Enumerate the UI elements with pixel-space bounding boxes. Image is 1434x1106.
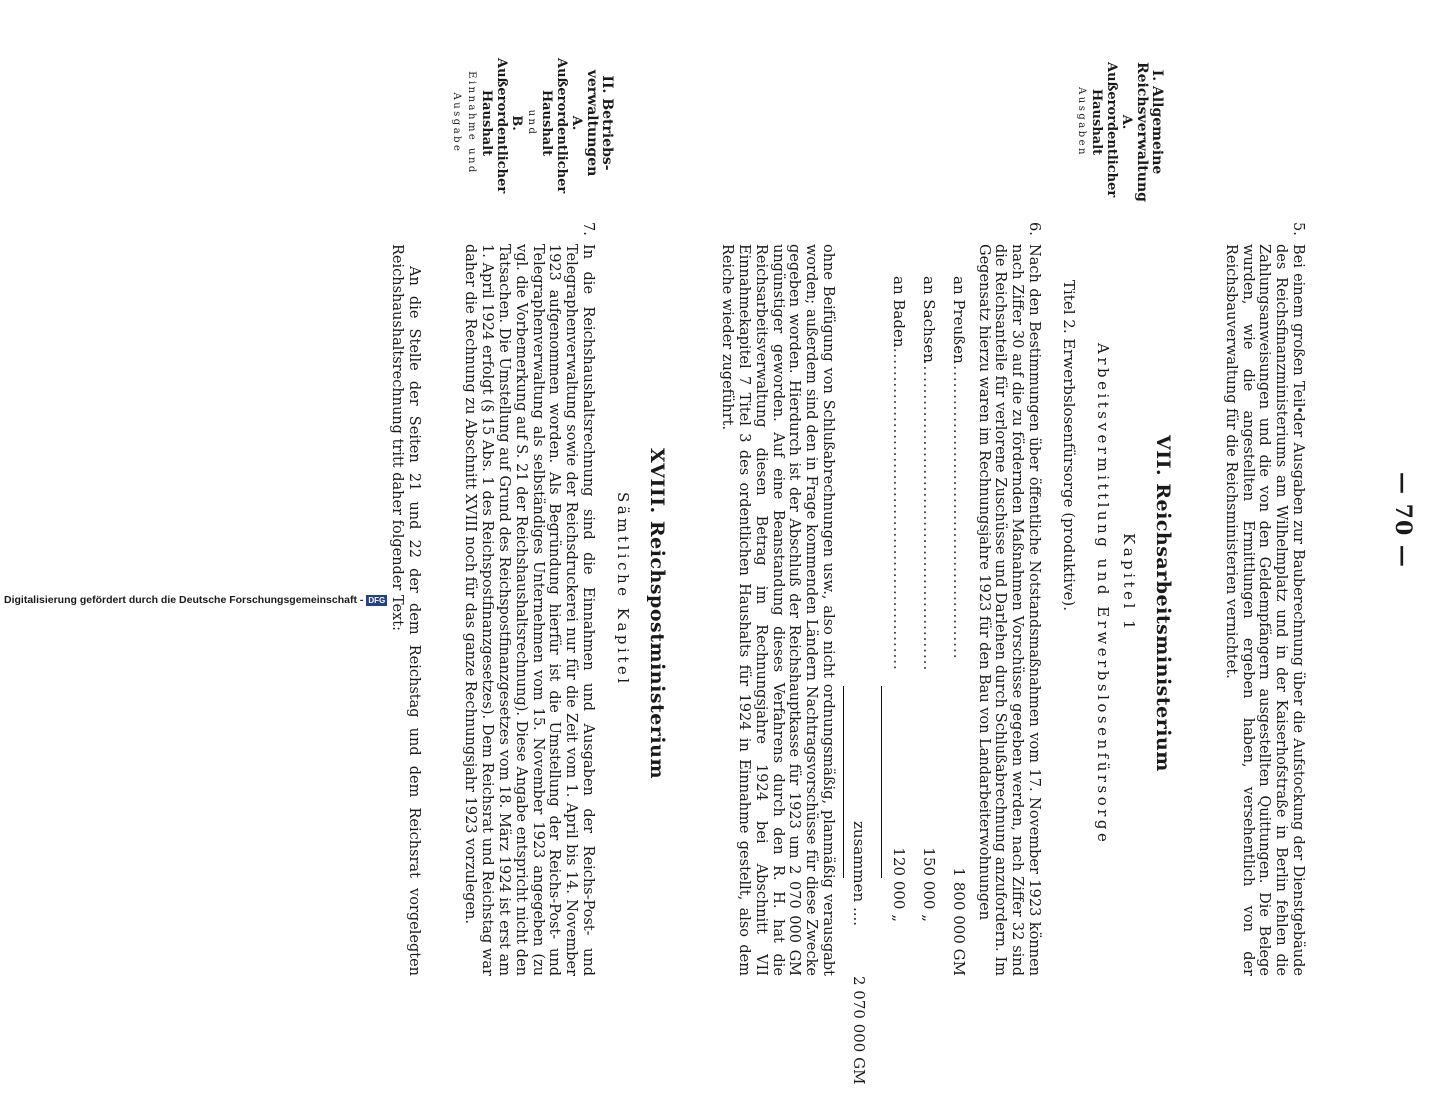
margin-subheading: Haushalt (479, 89, 494, 157)
allocation-amount: 120 000 „ (890, 847, 908, 922)
item-number: 5. (1290, 222, 1306, 236)
section-heading-xviii: XVIII. Reichspostministerium (646, 448, 668, 780)
kapitel-subtitle: Arbeitsvermittlung und Erwerbslosenfürsorge (1094, 343, 1112, 846)
kapitel-heading: Kapitel 1 (1120, 533, 1138, 634)
section-heading-vii: VII. Reichsarbeitsministerium (1152, 435, 1174, 772)
margin-note-allgemeine-reichsverwaltung (1074, 62, 1165, 202)
paragraph-item-6: Nach den Bestimmungen über öffentliche Notstandsmaßnahmen vom 17. November 1923 können nach Ziffer 30 auf die zu fördernden Maßnahmen Vorschüsse gegeben werden, nach Ziffer 32 sind die Reichsanteile für verlorene Zuschüsse und Darlehen durch Schlußabrechnung anzufordern. Im Gegensatz hierzu waren im Rechnungsjahre 1923 für den Bau von Landarbeiterwohnungen (975, 244, 1042, 976)
page-number: — 70 — (1390, 472, 1416, 568)
allocation-row-sachsen (918, 276, 938, 976)
total-label: zusammen .... (850, 821, 868, 927)
total-rule (843, 686, 844, 878)
margin-heading: I. Allgemeine (1149, 69, 1165, 175)
allocation-row-baden (888, 276, 908, 976)
credit-text: Digitalisierung gefördert durch die Deutsche Forschungsgemeinschaft - (4, 594, 364, 606)
margin-subheading: Haushalt (1089, 88, 1104, 156)
total-amount: 2 070 000 GM (850, 976, 868, 1085)
item-number: 6. (1026, 222, 1042, 236)
margin-caption: Ausgabe (451, 92, 462, 154)
margin-caption: Einnahme und (466, 71, 477, 175)
allocation-amount: 1 800 000 GM (950, 867, 968, 976)
leader-dots: ....................................................... (920, 354, 938, 672)
margin-subheading: Haushalt (539, 89, 554, 157)
margin-subheading: A. Außerordentlicher (554, 58, 584, 194)
margin-subheading: A. Außerordentlicher (1104, 62, 1134, 198)
margin-caption: und (526, 109, 537, 137)
sum-rule (881, 686, 882, 878)
leader-dots: ...................................................... (950, 348, 968, 660)
margin-note-betriebsverwaltungen (449, 58, 615, 194)
paragraph-item-7-continued: An die Stelle der Seiten 21 und 22 der dem Reichstag und dem Reichsrat vorgelegten Reichshaushaltsrechnung tritt daher folgender Text: (389, 244, 422, 976)
allocation-amount: 150 000 „ (920, 847, 938, 922)
allocation-row-preussen (948, 276, 968, 976)
allocation-total (848, 276, 868, 1085)
margin-caption: Ausgaben (1076, 87, 1087, 157)
digitization-credit (4, 594, 387, 606)
margin-heading: Reichsverwaltung (1134, 62, 1150, 202)
titel-heading: Titel 2. Erwerbslosenfürsorge (produktive). (1060, 280, 1078, 612)
paragraph-item-5: Bei einem großen Teil der Ausgaben zur Bauberechnung über die Aufstockung der Dienstgebäude des Reichsfinanzministeriums am Wilhelmplatz und in der Kaiserhofstraße in Berlin fehlen die Zahlungsanweisungen und die von den Geldempfängern ausgestellten Quittungen. Die Belege wurden, wie die angestellten Ermittlungen ergeben haben, versehentlich von der Reichsbauverwaltung für die Reichsministerien vernichtet. (1222, 244, 1306, 976)
dfg-logo: DFG (368, 596, 386, 605)
margin-heading: verwaltungen (584, 69, 600, 177)
allocation-label: an Sachsen (920, 276, 938, 363)
leader-dots: ......................................................... (890, 342, 908, 671)
item-number: 7. (580, 222, 596, 236)
margin-heading: II. Betriebs- (599, 75, 615, 171)
paragraph-item-6-continued: ohne Beifügung von Schlußabrechnungen usw., also nicht ordnungsmäßig, planmäßig verausgabt worden; außerdem sind den in Frage kommenden Ländern Nachtragsvorschüsse für diese Zwecke gegeben worden. Hierdurch ist der Abschluß der Reichshauptkasse für 1923 um 2 070 000 GM ungünstiger geworden. Auf eine Beanstandung dieses Verfahrens durch den R. H. hat die Reichsarbeitsverwaltung diesen Betrag im Rechnungsjahre 1924 bei Abschnitt VII Einnahmekapitel 7 Titel 3 des ordentlichen Haushalts für 1924 in Einnahme gestellt, also dem Reiche wieder zugeführt. (719, 244, 836, 976)
margin-subheading: B. Außerordentlicher (494, 58, 524, 194)
allocation-label: an Baden (890, 276, 908, 348)
allocation-label: an Preußen (950, 276, 968, 364)
paragraph-item-7: In die Reichshaushaltsrechnung sind die Einnahmen und Ausgaben der Reichs-Post- und Telegraphenverwaltung sowie der Reichsdruckerei nur für die Zeit vom 1. April bis 14. November 1923 aufgenommen worden. Als Begründung hierfür ist die Umstellung der Reichs-Post- und Telegraphenverwaltung als selbständiges Unternehmen vom 15. November 1923 angegeben (zu vgl. die Vorbemerkung auf S. 21 der Reichshaushaltsrechnung). Diese Angabe entspricht nicht den Tatsachen. Die Umstellung auf Grund des Reichspostfinanzgesetzes vom 18. März 1924 ist erst am 1. April 1924 erfolgt (§ 15 Abs. 1 des Reichspostfinanzgesetzes). Dem Reichsrat und Reichstag war daher die Rechnung zu Abschnitt XVIII noch für das ganze Rechnungsjahr 1923 vorzulegen. (462, 244, 596, 976)
section-subtitle: Sämtliche Kapitel (614, 492, 632, 687)
